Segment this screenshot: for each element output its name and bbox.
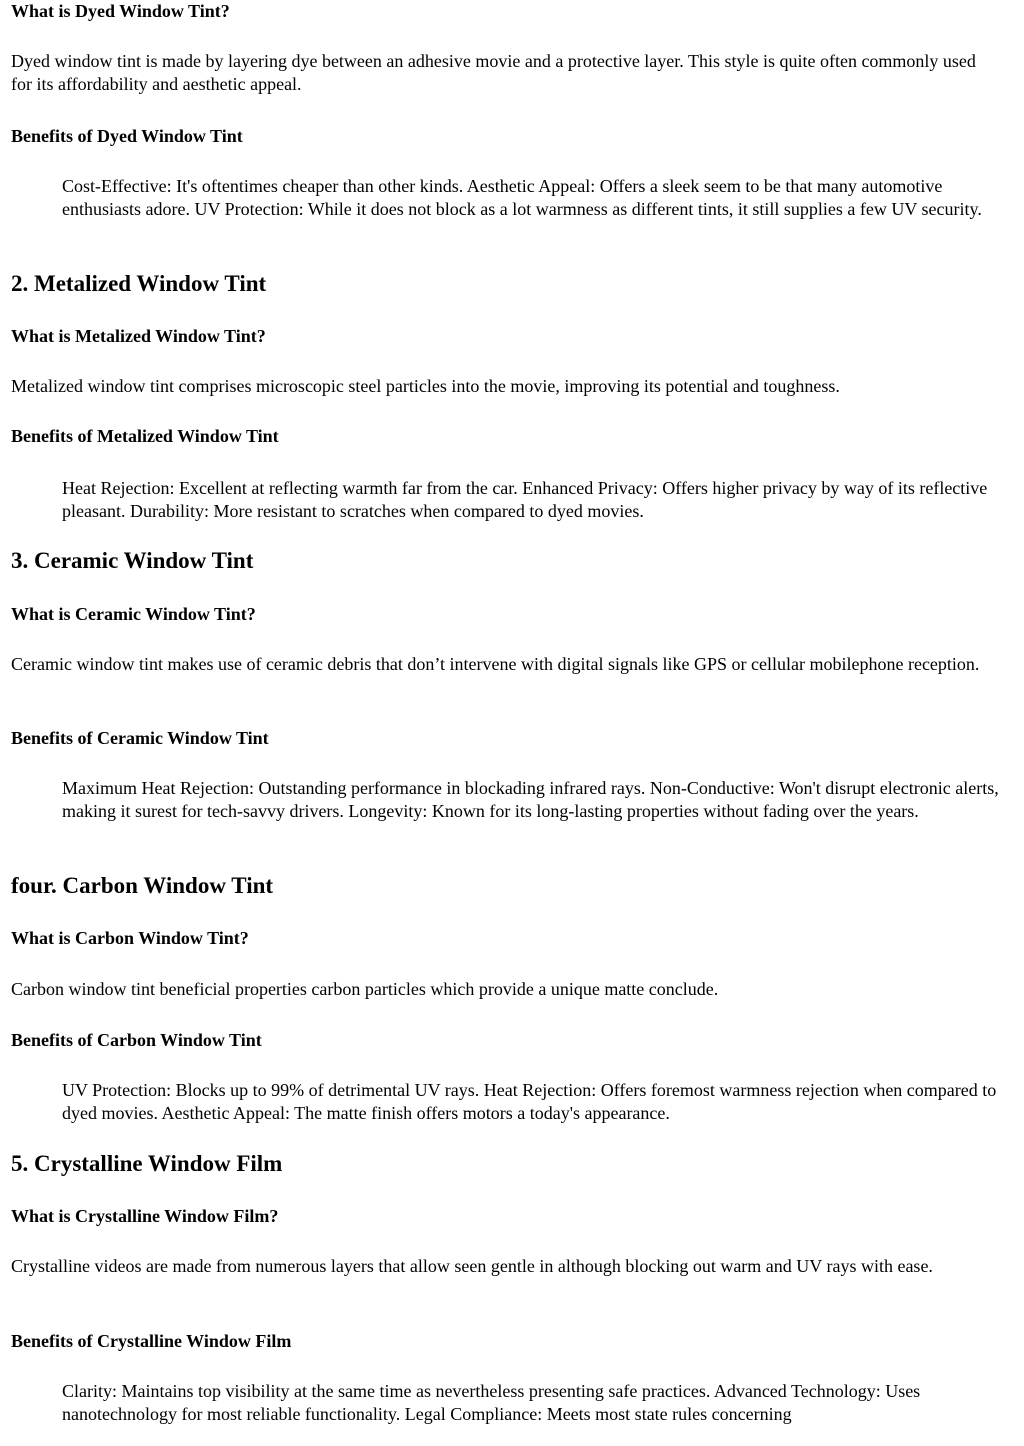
section-title-crystalline: 5. Crystalline Window Film xyxy=(11,1151,283,1176)
benefits-heading: Benefits of Crystalline Window Film xyxy=(11,1331,292,1351)
description: Crystalline videos are made from numerous layers that allow seen gentle in although blocking out warm and UV rays with ease. xyxy=(11,1256,933,1276)
benefits-heading: Benefits of Ceramic Window Tint xyxy=(11,728,269,748)
description: Metalized window tint comprises microscopic steel particles into the movie, improving its potential and toughness. xyxy=(11,376,840,396)
benefits-list: UV Protection: Blocks up to 99% of detrimental UV rays. Heat Rejection: Offers foremost warmness rejection when compared to dyed movies. Aesthetic Appeal: The matte finish offers motors a today's appearance. xyxy=(62,1080,997,1123)
what-heading: What is Crystalline Window Film? xyxy=(11,1206,279,1226)
what-heading: What is Ceramic Window Tint? xyxy=(11,604,256,624)
section-dyed xyxy=(11,0,230,23)
benefits-heading: Benefits of Metalized Window Tint xyxy=(11,426,279,446)
benefits-heading: Benefits of Dyed Window Tint xyxy=(11,126,243,146)
description: Dyed window tint is made by layering dye between an adhesive movie and a protective layer. This style is quite often commonly used for its affordability and aesthetic appeal. xyxy=(11,51,976,94)
section-title-metalized: 2. Metalized Window Tint xyxy=(11,271,267,296)
benefits-heading: Benefits of Carbon Window Tint xyxy=(11,1030,262,1050)
what-heading: What is Metalized Window Tint? xyxy=(11,326,266,346)
what-heading: What is Carbon Window Tint? xyxy=(11,928,249,948)
what-heading: What is Dyed Window Tint? xyxy=(11,1,230,21)
benefits-list: Cost-Effective: It's oftentimes cheaper than other kinds. Aesthetic Appeal: Offers a sleek seem to be that many automotive enthusiasts adore. UV Protection: While it does not block as a lot warmness as different tints, it still supplies a few UV security. xyxy=(62,176,982,219)
section-title-ceramic: 3. Ceramic Window Tint xyxy=(11,548,254,573)
benefits-list: Clarity: Maintains top visibility at the same time as nevertheless presenting safe practices. Advanced Technology: Uses nanotechnology for most reliable functionality. Legal Compliance: Meets most state rules concerning xyxy=(62,1381,921,1424)
benefits-list: Maximum Heat Rejection: Outstanding performance in blockading infrared rays. Non-Conductive: Won't disrupt electronic alerts, making it surest for tech-savvy drivers. Longevity: Known for its long-lasting properties without fading over the years. xyxy=(62,778,999,821)
description: Ceramic window tint makes use of ceramic debris that don’t intervene with digital signals like GPS or cellular mobilephone reception. xyxy=(11,654,980,674)
section-title-carbon: four. Carbon Window Tint xyxy=(11,873,274,898)
benefits-list: Heat Rejection: Excellent at reflecting warmth far from the car. Enhanced Privacy: Offers higher privacy by way of its reflective pleasant. Durability: More resistant to scratches when compared to dyed movies. xyxy=(62,478,988,521)
description: Carbon window tint beneficial properties carbon particles which provide a unique matte conclude. xyxy=(11,979,719,999)
